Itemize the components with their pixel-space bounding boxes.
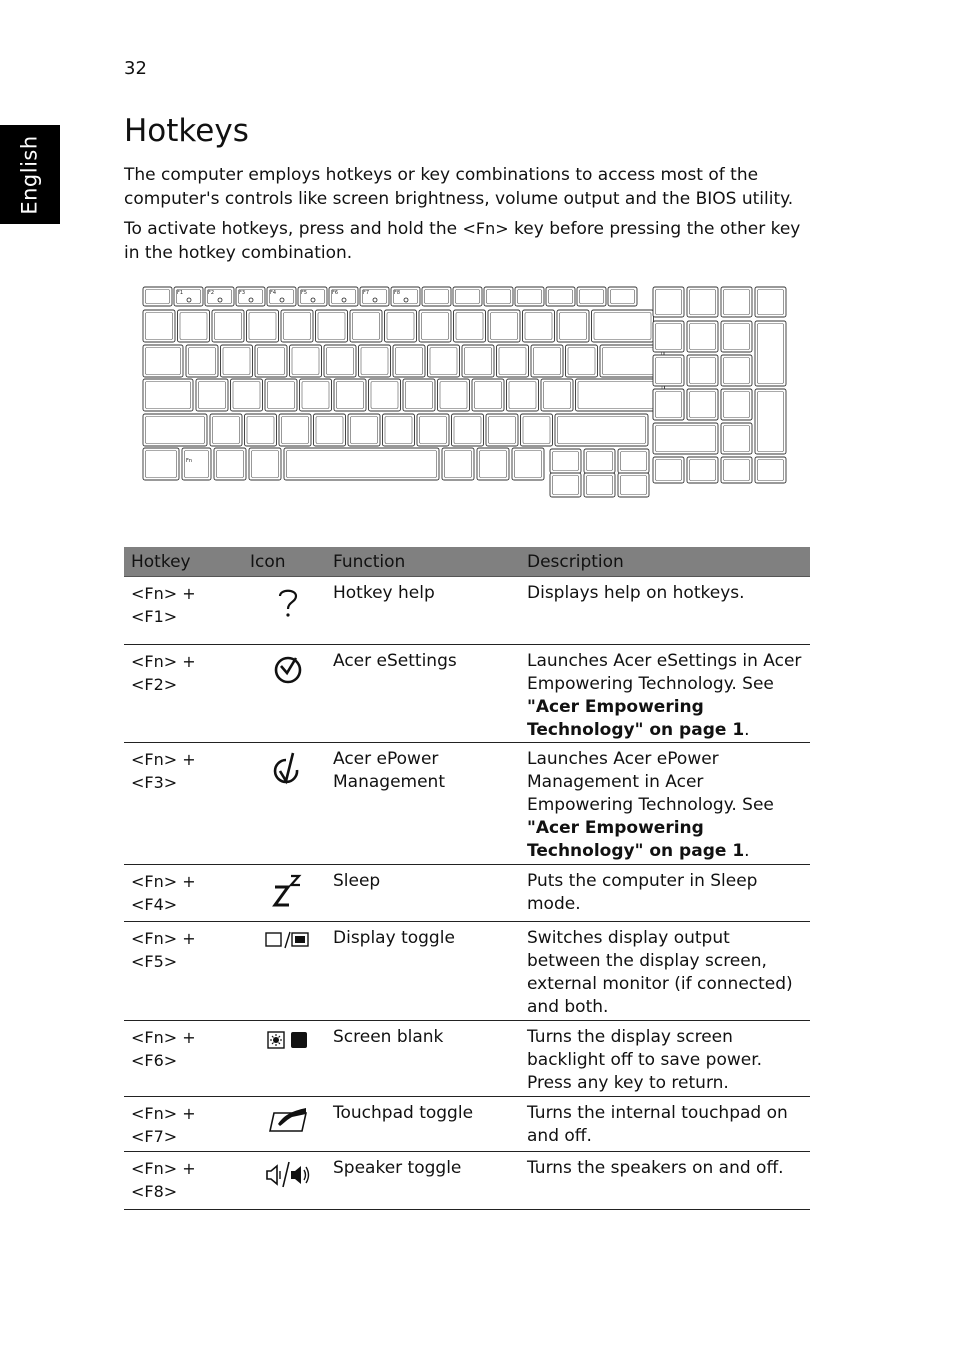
table-row [124,922,810,1021]
keyboard-key [210,414,242,446]
numpad-key [721,457,752,483]
numpad-key [653,389,684,420]
numpad-key [687,389,718,420]
function-cell: Hotkey help [333,583,435,603]
hotkey-cell: <Fn> + <F4> [131,872,196,914]
keyboard-key [350,310,382,342]
keyboard-key [186,345,218,377]
keyboard-key [403,379,435,411]
function-key [484,287,513,306]
arrow-down-key [584,473,615,497]
keyboard-key [212,310,244,342]
numpad-key [721,389,752,420]
arrow-up-key [584,449,615,473]
keyboard-key [454,310,486,342]
description-text: Launches Acer eSettings in Acer Empowering Technology. See [527,651,802,694]
ctrl-key [143,448,179,480]
keyboard-key [359,345,391,377]
language-tab [0,125,60,224]
keyboard-key [178,310,210,342]
page-reference-link[interactable]: "Acer Empowering Technology" on page 1 [527,697,745,740]
arrow-key [550,449,581,473]
description-cell [520,1152,810,1209]
enter-key [576,379,665,411]
hotkey-cell: <Fn> + <F2> [131,652,196,694]
keyboard-key [507,379,539,411]
hotkey-table [124,547,810,1210]
table-row [124,645,810,743]
windows-key [214,448,246,480]
numpad-key [653,355,684,386]
icon-cell [243,743,326,864]
function-cell: Touchpad toggle [333,1103,474,1123]
arrow-key [618,449,649,473]
keyboard-key [265,379,297,411]
function-cell: Acer eSettings [333,651,457,671]
touchpad-icon [266,1105,310,1133]
keyboard-key [566,345,598,377]
page-title: Hotkeys [124,113,249,149]
keyboard-diagram [140,284,792,499]
table-row [124,743,810,865]
numpad-enter-key [755,389,786,454]
function-cell: Acer ePower Management [333,749,445,792]
numpad-key [721,321,752,352]
numpad-key [653,321,684,352]
function-key-label: F6 [332,290,339,296]
keyboard-key [452,414,484,446]
keyboard-key [521,414,553,446]
esettings-icon [272,653,304,685]
alt-gr-key [442,448,474,480]
function-cell: Speaker toggle [333,1158,462,1178]
left-shift-key [143,414,207,446]
icon-cell [243,865,326,921]
screen-blank-icon [266,1029,310,1051]
fn-key [182,448,211,480]
keyboard-key [428,345,460,377]
table-row [124,577,810,645]
keyboard-key [316,310,348,342]
numpad-plus-key [755,321,786,386]
icon-cell [243,1097,326,1151]
table-row [124,1152,810,1210]
icon-cell [243,1021,326,1096]
function-key [546,287,575,306]
fn-key-label: Fn [186,458,193,464]
description-tail: . [744,720,750,740]
keyboard-key [488,310,520,342]
icon-cell [243,922,326,1020]
numpad-key [687,321,718,352]
hotkey-cell: <Fn> + <F5> [131,929,196,971]
header-hotkey: Hotkey [131,551,191,572]
table-row [124,1021,810,1097]
description-cell [520,865,810,921]
backspace-key [592,310,654,342]
language-tab-label: English [18,134,43,215]
function-key-label: F8 [394,290,401,296]
function-key [143,287,172,306]
numpad-key [687,355,718,386]
description-cell [520,922,810,1020]
keyboard-key [279,414,311,446]
keyboard-key [523,310,555,342]
table-row [124,865,810,922]
numpad-dot-key [721,423,752,454]
keyboard-key [255,345,287,377]
keyboard-key [369,379,401,411]
display-toggle-icon [264,930,312,950]
numpad-key [755,457,786,483]
numpad-zero-key [653,423,718,454]
keyboard-key [438,379,470,411]
arrow-right-key [618,473,649,497]
function-key [515,287,544,306]
keyboard-key [348,414,380,446]
function-key-label: F1 [177,290,184,296]
keyboard-key [385,310,417,342]
page-number: 32 [124,58,147,79]
keyboard-key [334,379,366,411]
description-text: Launches Acer ePower Management in Acer Empowering Technology. See [527,749,774,815]
hotkey-cell: <Fn> + <F6> [131,1028,196,1070]
hotkey-cell: <Fn> + <F3> [131,750,196,792]
keyboard-key [383,414,415,446]
numpad-key [721,355,752,386]
question-icon [273,585,303,619]
keyboard-key [300,379,332,411]
numpad-key [687,287,718,317]
keyboard-key [393,345,425,377]
keyboard-key [245,414,277,446]
description-text: Switches display output between the display screen, external monitor (if connected) and both. [527,928,793,1017]
function-cell: Screen blank [333,1027,444,1047]
keyboard-key [497,345,529,377]
numpad-key [653,457,684,483]
icon-cell [243,645,326,742]
alt-key [249,448,281,480]
keyboard-key [196,379,228,411]
header-icon: Icon [250,551,286,572]
space-key [284,448,439,480]
keyboard-key [541,379,573,411]
keyboard-key [324,345,356,377]
description-text: Turns the display screen backlight off to save power. Press any key to return. [527,1027,763,1093]
keyboard-key [531,345,563,377]
table-row [124,1097,810,1152]
keyboard-key [314,414,346,446]
function-key-label: F7 [363,290,370,296]
keyboard-key [231,379,263,411]
hotkey-cell: <Fn> + <F1> [131,584,196,626]
keyboard-key [221,345,253,377]
description-cell [520,1097,810,1151]
activate-text-after: key before pressing the other key in the hotkey combination. [124,219,801,263]
function-key [453,287,482,306]
keyboard-key [417,414,449,446]
description-cell [520,577,810,644]
table-header [124,547,810,577]
numpad-key [653,287,684,317]
arrow-left-key [550,473,581,497]
header-description: Description [527,551,624,572]
activate-paragraph [124,217,814,265]
sleep-icon [272,873,304,909]
function-key [608,287,637,306]
keyboard-key [557,310,589,342]
numpad-key [721,287,752,317]
function-key-label: F3 [239,290,246,296]
numpad-key [687,457,718,483]
caps-lock-key [143,379,193,411]
function-key [422,287,451,306]
description-cell [520,645,810,742]
description-text: Turns the internal touchpad on and off. [527,1103,788,1146]
function-key-label: F2 [208,290,215,296]
function-key-label: F4 [270,290,277,296]
keyboard-key [472,379,504,411]
page-reference-link[interactable]: "Acer Empowering Technology" on page 1 [527,818,745,861]
description-tail: . [744,841,750,861]
keyboard-key [281,310,313,342]
description-text: Turns the speakers on and off. [527,1158,784,1178]
keyboard-key [486,414,518,446]
hotkey-cell: <Fn> + <F7> [131,1104,196,1146]
function-key [577,287,606,306]
description-cell [520,1021,810,1096]
epower-icon [272,751,304,789]
keyboard-key [419,310,451,342]
menu-key [477,448,509,480]
header-function: Function [333,551,406,572]
keyboard-key [143,310,175,342]
ctrl-right-key [512,448,544,480]
speaker-icon [265,1160,311,1190]
activate-text-before: To activate hotkeys, press and hold the [124,219,463,239]
icon-cell [243,577,326,644]
tab-key [143,345,183,377]
keyboard-key [462,345,494,377]
keyboard-key [290,345,322,377]
description-cell [520,743,810,864]
right-shift-key [555,414,648,446]
numpad-key [755,287,786,317]
intro-paragraph: The computer employs hotkeys or key combinations to access most of the computer's controls like screen brightness, volume output and the BIOS utility. [124,165,794,209]
function-key-label: F5 [301,290,308,296]
hotkey-cell: <Fn> + <F8> [131,1159,196,1201]
icon-cell [243,1152,326,1209]
keyboard-key [247,310,279,342]
function-cell: Display toggle [333,928,455,948]
function-cell: Sleep [333,871,381,891]
description-text: Displays help on hotkeys. [527,583,745,603]
description-text: Puts the computer in Sleep mode. [527,871,758,914]
fn-key-text: <Fn> [462,219,509,238]
